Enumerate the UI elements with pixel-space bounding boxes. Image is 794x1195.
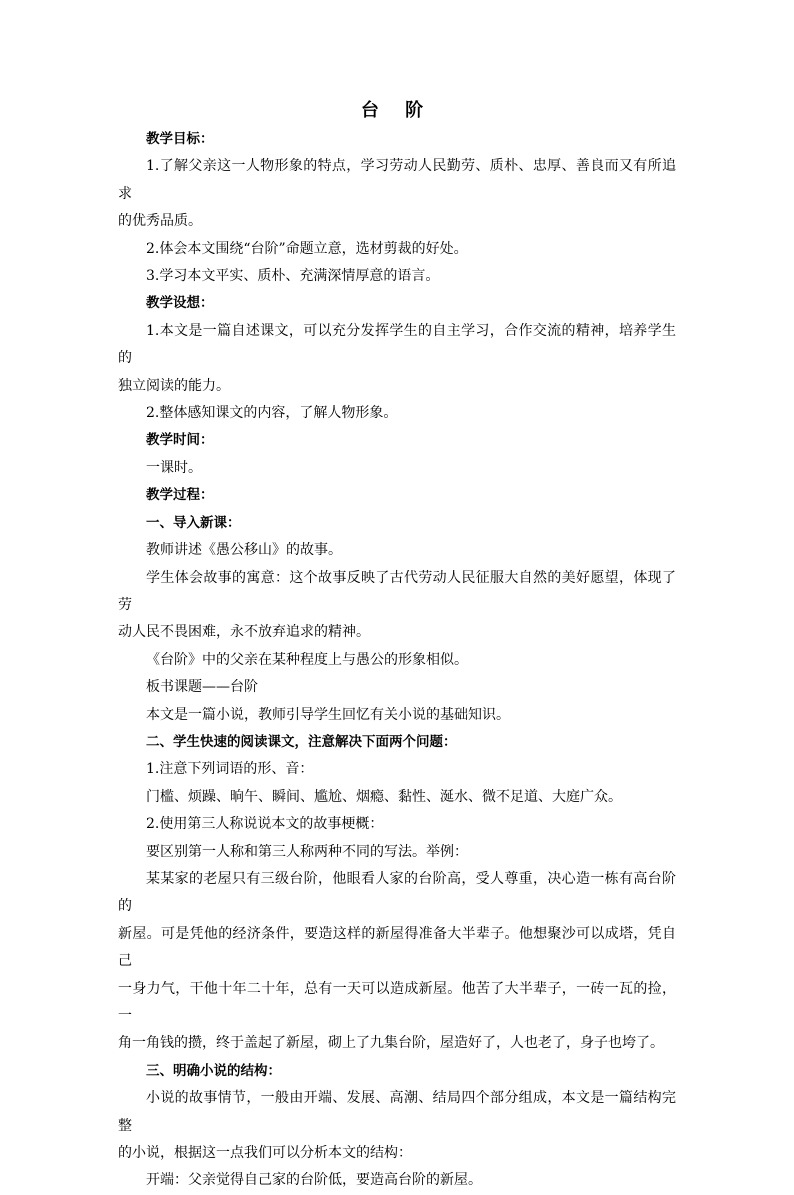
- paragraph-line: 3.学习本文平实、质朴、充满深情厚意的语言。: [146, 268, 440, 285]
- paragraph-line: 要区别第一人称和第三人称两种不同的写法。举例：: [146, 843, 468, 860]
- paragraph-line: 学生体会故事的寓意：这个故事反映了古代劳动人民征服大自然的美好愿望，体现了劳: [118, 569, 676, 613]
- paragraph-line: 2.整体感知课文的内容，了解人物形象。: [146, 405, 398, 422]
- paragraph-line: 小说的故事情节，一般由开端、发展、高潮、结局四个部分组成，本文是一篇结构完整: [118, 1090, 676, 1134]
- paragraph-line: 1.本文是一篇自述课文，可以充分发挥学生的自主学习，合作交流的精神，培养学生的: [118, 322, 676, 367]
- section-heading: 教学时间：: [146, 432, 214, 449]
- paragraph-line: 开端：父亲觉得自己家的台阶低，要造高台阶的新屋。: [146, 1172, 482, 1189]
- paragraph-line: 独立阅读的能力。: [118, 377, 230, 394]
- paragraph-line: 一课时。: [146, 459, 202, 476]
- paragraph-line: 门槛、烦躁、晌午、瞬间、尴尬、烟瘾、黏性、涎水、微不足道、大庭广众。: [146, 788, 622, 805]
- paragraph-line: 一身力气，干他十年二十年，总有一天可以造成新屋。他苦了大半辈子，一砖一瓦的捡，一: [118, 980, 676, 1024]
- paragraph-line: 新屋。可是凭他的经济条件，要造这样的新屋得准备大半辈子。他想聚沙可以成塔，凭自己: [118, 925, 676, 970]
- section-heading: 二、学生快速的阅读课文，注意解决下面两个问题：: [146, 733, 457, 750]
- paragraph-line: 本文是一篇小说，教师引导学生回忆有关小说的基础知识。: [146, 706, 510, 723]
- paragraph-line: 角一角钱的攒，终于盖起了新屋，砌上了九集台阶，屋造好了，人也老了，身子也垮了。: [118, 1035, 664, 1052]
- document-title: 台 阶: [360, 100, 434, 121]
- section-heading: 教学目标：: [146, 131, 214, 147]
- paragraph-line: 1.注意下列词语的形、音：: [146, 761, 314, 778]
- paragraph-line: 的小说，根据这一点我们可以分析本文的结构：: [118, 1145, 412, 1162]
- document-page: [118, 96, 676, 1195]
- paragraph-line: 1.了解父亲这一人物形象的特点，学习劳动人民勤劳、质朴、忠厚、善良而又有所追求: [118, 158, 676, 202]
- paragraph-line: 2.使用第三人称说说本文的故事梗概：: [146, 816, 384, 833]
- section-heading: 三、明确小说的结构：: [146, 1062, 281, 1079]
- document-body: [118, 126, 676, 1195]
- paragraph-line: 的优秀品质。: [118, 213, 202, 230]
- section-heading: 教学过程：: [146, 487, 214, 504]
- paragraph-line: 《台阶》中的父亲在某种程度上与愚公的形象相似。: [146, 651, 468, 668]
- paragraph-line: 动人民不畏困难，永不放弃追求的精神。: [118, 624, 370, 641]
- paragraph-line: 2.体会本文围绕“台阶”命题立意，选材剪裁的好处。: [146, 240, 468, 257]
- paragraph-line: 教师讲述《愚公移山》的故事。: [146, 542, 342, 559]
- paragraph-line: 板书课题——台阶: [146, 679, 258, 696]
- section-heading: 一、导入新课：: [146, 514, 241, 531]
- section-heading: 教学设想：: [146, 295, 214, 312]
- paragraph-line: 某某家的老屋只有三级台阶，他眼看人家的台阶高，受人尊重，决心造一栋有高台阶的: [118, 870, 676, 915]
